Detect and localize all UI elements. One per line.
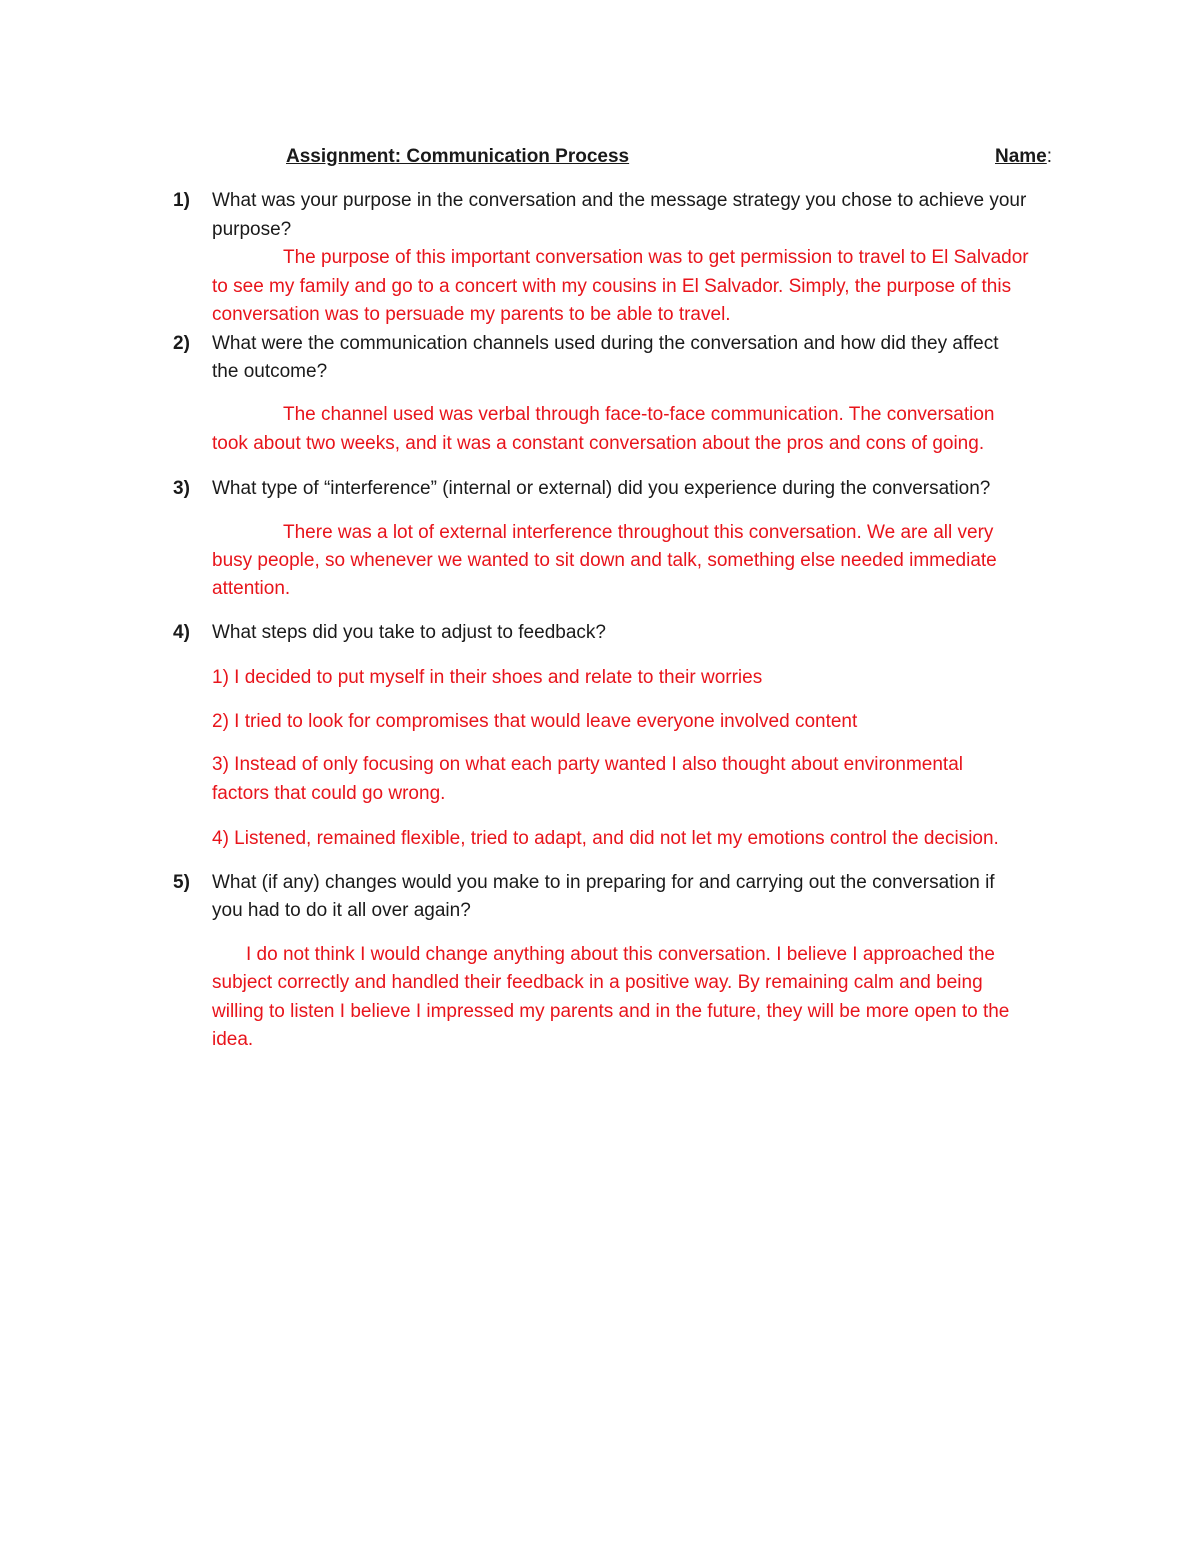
answer-line: subject correctly and handled their feedback in a positive way. By remaining calm and being	[212, 972, 983, 993]
name-label-colon: :	[1046, 146, 1053, 167]
answer-line: The channel used was verbal through face-to-face communication. The conversation	[283, 404, 995, 425]
feedback-step: 3) Instead of only focusing on what each party wanted I also thought about environmental	[212, 754, 963, 775]
name-label-text: Name	[995, 146, 1047, 167]
answer-line: idea.	[212, 1029, 254, 1050]
question-line: purpose?	[212, 219, 292, 240]
assignment-title: Assignment: Communication Process	[286, 146, 630, 167]
answer-line: attention.	[212, 578, 291, 599]
feedback-step-continued: factors that could go wrong.	[212, 783, 446, 804]
question-number: 3)	[173, 478, 190, 499]
answer-line: to see my family and go to a concert with my cousins in El Salvador. Simply, the purpose of this	[212, 276, 1012, 297]
question-number: 4)	[173, 622, 190, 643]
question-number: 5)	[173, 872, 190, 893]
answer-line: busy people, so whenever we wanted to sit down and talk, something else needed immediate	[212, 550, 997, 571]
question-number: 2)	[173, 333, 190, 354]
answer-line: conversation was to persuade my parents to be able to travel.	[212, 304, 731, 325]
question-line: What type of “interference” (internal or external) did you experience during the conversation?	[212, 478, 991, 499]
answer-line: The purpose of this important conversation was to get permission to travel to El Salvador	[283, 247, 1029, 268]
feedback-step: 1) I decided to put myself in their shoes and relate to their worries	[212, 667, 763, 688]
question-line: the outcome?	[212, 361, 328, 382]
answer-line: willing to listen I believe I impressed my parents and in the future, they will be more open to the	[212, 1001, 1010, 1022]
answer-line: took about two weeks, and it was a constant conversation about the pros and cons of going.	[212, 433, 985, 454]
answer-line: There was a lot of external interference throughout this conversation. We are all very	[283, 522, 994, 543]
question-line: What steps did you take to adjust to feedback?	[212, 622, 606, 643]
question-line: you had to do it all over again?	[212, 900, 471, 921]
feedback-step: 4) Listened, remained flexible, tried to adapt, and did not let my emotions control the decision.	[212, 828, 999, 849]
question-line: What were the communication channels used during the conversation and how did they affect	[212, 333, 999, 354]
answer-line: I do not think I would change anything about this conversation. I believe I approached the	[246, 944, 995, 965]
feedback-step: 2) I tried to look for compromises that would leave everyone involved content	[212, 711, 858, 732]
question-line: What was your purpose in the conversation and the message strategy you chose to achieve your	[212, 190, 1027, 211]
name-field-label	[995, 146, 1052, 168]
question-number: 1)	[173, 190, 190, 211]
question-line: What (if any) changes would you make to in preparing for and carrying out the conversation if	[212, 872, 995, 893]
